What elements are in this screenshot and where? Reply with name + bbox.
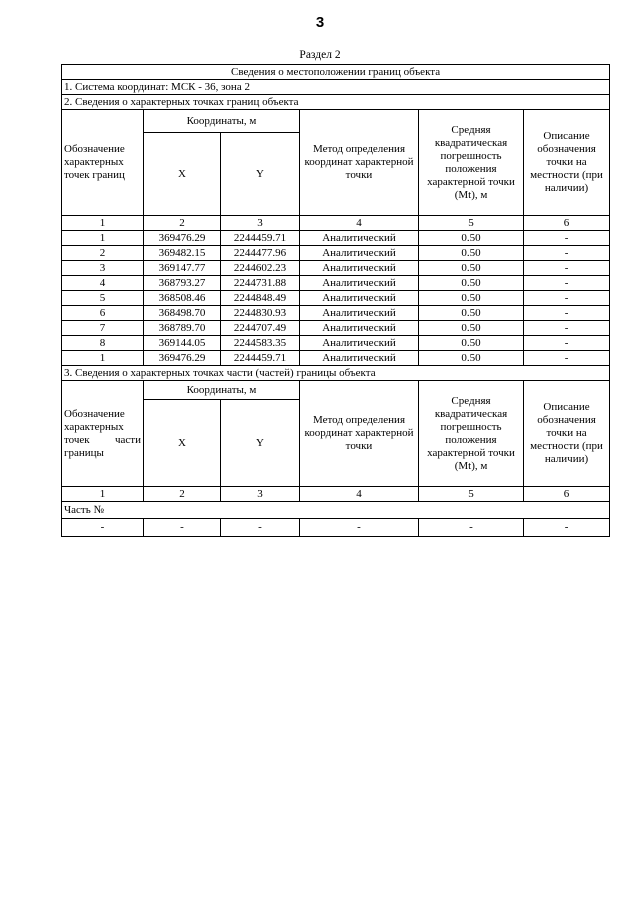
point-x: 368793.27 — [144, 276, 221, 291]
col1-header-s3-line: границы — [64, 446, 104, 459]
table-row — [62, 351, 610, 366]
point-mt: 0.50 — [419, 276, 524, 291]
point-number: 7 — [62, 321, 144, 336]
point-number: 1 — [62, 231, 144, 246]
point-number: 2 — [62, 246, 144, 261]
error-header-s3: Средняя квадратическая погрешность положения характерной точки (Mt), м — [419, 381, 524, 487]
point-mt: 0.50 — [419, 306, 524, 321]
col-number: 6 — [524, 487, 610, 502]
point-method: Аналитический — [300, 261, 419, 276]
col-number: 4 — [300, 487, 419, 502]
table-row — [62, 519, 610, 537]
description-header-s3: Описание обозначения точки на местности (при наличии) — [524, 381, 610, 487]
point-desc: - — [524, 351, 610, 366]
point-number: 5 — [62, 291, 144, 306]
coordinates-header-s3: Координаты, м — [144, 381, 300, 400]
point-mt: 0.50 — [419, 246, 524, 261]
point-desc: - — [524, 291, 610, 306]
col-number: 1 — [62, 216, 144, 231]
point-method: Аналитический — [300, 231, 419, 246]
point-number: 8 — [62, 336, 144, 351]
method-header-s3: Метод определения координат характерной точки — [300, 381, 419, 487]
section-label: Раздел 2 — [299, 49, 341, 61]
point-method: Аналитический — [300, 336, 419, 351]
section2-title: 2. Сведения о характерных точках границ объекта — [62, 95, 610, 110]
point-desc: - — [524, 261, 610, 276]
point-y: 2244459.71 — [221, 231, 300, 246]
point-x: 369147.77 — [144, 261, 221, 276]
column-numbers-s2 — [62, 216, 610, 231]
col-number: 5 — [419, 216, 524, 231]
col1-header-s2: Обозначение характерных точек границ — [62, 110, 144, 216]
error-header-s2: Средняя квадратическая погрешность положения характерной точки (Mt), м — [419, 110, 524, 216]
point-mt: 0.50 — [419, 336, 524, 351]
point-mt: 0.50 — [419, 231, 524, 246]
y-header-s2: Y — [221, 133, 300, 216]
table-row — [62, 276, 610, 291]
point-y: 2244830.93 — [221, 306, 300, 321]
col-number: 6 — [524, 216, 610, 231]
point-method: Аналитический — [300, 276, 419, 291]
part-cell: - — [524, 519, 610, 537]
point-desc: - — [524, 321, 610, 336]
table-row — [62, 306, 610, 321]
table-row — [62, 321, 610, 336]
point-x: 369476.29 — [144, 351, 221, 366]
point-y: 2244459.71 — [221, 351, 300, 366]
point-y: 2244477.96 — [221, 246, 300, 261]
point-mt: 0.50 — [419, 291, 524, 306]
part-cell: - — [144, 519, 221, 537]
point-mt: 0.50 — [419, 321, 524, 336]
col-number: 2 — [144, 216, 221, 231]
col-number: 1 — [62, 487, 144, 502]
point-y: 2244583.35 — [221, 336, 300, 351]
col1-header-s3-line: характерных — [64, 420, 124, 433]
y-header-s3: Y — [221, 400, 300, 487]
point-desc: - — [524, 276, 610, 291]
col1-header-s3 — [62, 381, 144, 487]
point-number: 6 — [62, 306, 144, 321]
point-number: 4 — [62, 276, 144, 291]
point-y: 2244602.23 — [221, 261, 300, 276]
description-header-s2: Описание обозначения точки на местности (при наличии) — [524, 110, 610, 216]
point-method: Аналитический — [300, 291, 419, 306]
point-x: 368498.70 — [144, 306, 221, 321]
point-desc: - — [524, 231, 610, 246]
part-cell: - — [221, 519, 300, 537]
point-desc: - — [524, 306, 610, 321]
col-number: 3 — [221, 216, 300, 231]
point-desc: - — [524, 246, 610, 261]
point-method: Аналитический — [300, 246, 419, 261]
x-header-s3: X — [144, 400, 221, 487]
point-method: Аналитический — [300, 321, 419, 336]
point-desc: - — [524, 336, 610, 351]
col-number: 4 — [300, 216, 419, 231]
table-row — [62, 231, 610, 246]
point-x: 369144.05 — [144, 336, 221, 351]
x-header-s2: X — [144, 133, 221, 216]
point-x: 369482.15 — [144, 246, 221, 261]
column-numbers-s3 — [62, 487, 610, 502]
col-number: 5 — [419, 487, 524, 502]
point-x: 368789.70 — [144, 321, 221, 336]
table-row — [62, 246, 610, 261]
part-cell: - — [62, 519, 144, 537]
point-number: 1 — [62, 351, 144, 366]
point-y: 2244731.88 — [221, 276, 300, 291]
boundary-table — [61, 64, 610, 537]
method-header-s2: Метод определения координат характерной точки — [300, 110, 419, 216]
table-row — [62, 261, 610, 276]
part-cell: - — [419, 519, 524, 537]
section3-title: 3. Сведения о характерных точках части (частей) границы объекта — [62, 366, 610, 381]
col1-header-s3-line: Обозначение — [64, 407, 125, 420]
coord-system-row: 1. Система координат: МСК - 36, зона 2 — [62, 80, 610, 95]
page-number: 3 — [315, 14, 325, 31]
part-label: Часть № — [62, 502, 610, 519]
col-number: 2 — [144, 487, 221, 502]
point-y: 2244848.49 — [221, 291, 300, 306]
table-row — [62, 291, 610, 306]
coordinates-header-s2: Координаты, м — [144, 110, 300, 133]
table-title: Сведения о местоположении границ объекта — [62, 65, 610, 80]
table-row — [62, 336, 610, 351]
point-y: 2244707.49 — [221, 321, 300, 336]
point-method: Аналитический — [300, 306, 419, 321]
col1-header-s3-line: точек части — [64, 433, 141, 446]
point-mt: 0.50 — [419, 351, 524, 366]
point-number: 3 — [62, 261, 144, 276]
point-x: 368508.46 — [144, 291, 221, 306]
point-mt: 0.50 — [419, 261, 524, 276]
point-method: Аналитический — [300, 351, 419, 366]
part-cell: - — [300, 519, 419, 537]
point-x: 369476.29 — [144, 231, 221, 246]
col-number: 3 — [221, 487, 300, 502]
